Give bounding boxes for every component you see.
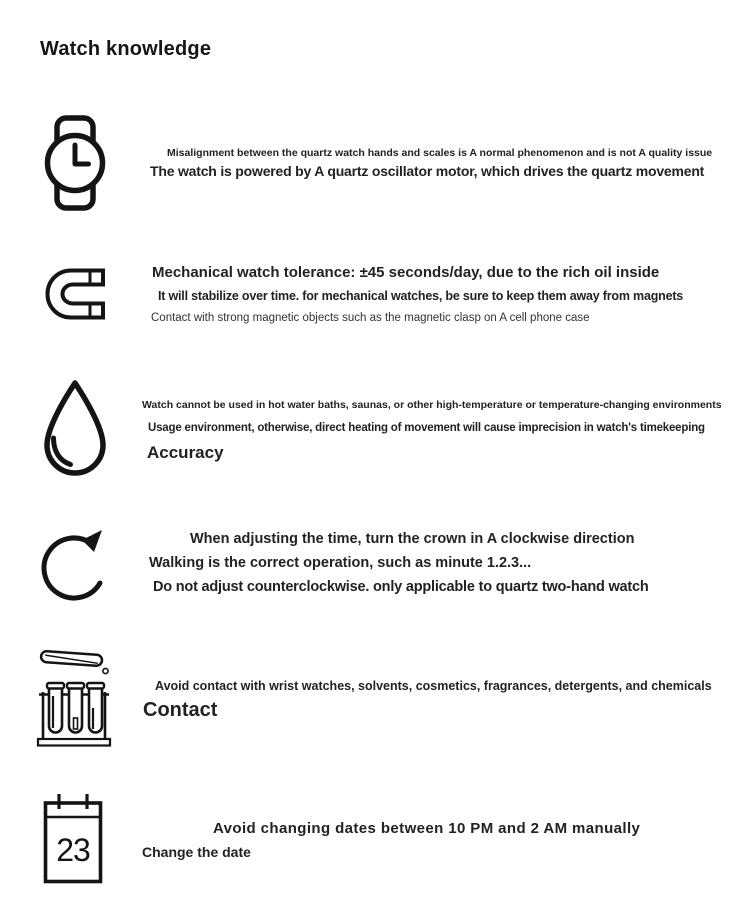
magnet-icon (44, 267, 106, 323)
section-contact-headline: Contact (143, 699, 218, 721)
section-date-text: Change the date (142, 844, 251, 860)
section-magnet-headline: Mechanical watch tolerance: ±45 seconds/day, due to the rich oil inside (152, 264, 660, 281)
section-crown-note: Do not adjust counterclockwise. only applicable to quartz two-hand watch (153, 579, 649, 595)
calendar-day-number: 23 (56, 832, 90, 868)
section-temperature-note: Watch cannot be used in hot water baths, saunas, or other high-temperature or temperature-changing environments (142, 399, 722, 411)
section-magnet-text: It will stabilize over time. for mechanical watches, be sure to keep them away from magnets (158, 289, 684, 303)
section-crown-headline: When adjusting the time, turn the crown in A clockwise direction (190, 531, 635, 547)
section-accuracy-headline: Accuracy (147, 443, 224, 462)
section-movement-text: The watch is powered by A quartz oscillator motor, which drives the quartz movement (150, 163, 705, 179)
section-chemicals-note: Avoid contact with wrist watches, solvents, cosmetics, fragrances, detergents, and chemicals (155, 679, 712, 693)
test-tubes-icon (36, 646, 112, 748)
clockwise-arrow-icon (38, 524, 110, 606)
section-crown-text: Walking is the correct operation, such as minute 1.2.3... (149, 555, 532, 571)
water-drop-icon (40, 378, 110, 479)
section-date-headline: Avoid changing dates between 10 PM and 2 AM manually (213, 820, 641, 837)
section-movement-note: Misalignment between the quartz watch hands and scales is A normal phenomenon and is not A quality issue (167, 147, 713, 159)
page-title: Watch knowledge (40, 38, 212, 60)
watch-icon (42, 114, 108, 212)
calendar-icon (42, 792, 104, 885)
section-magnet-note: Contact with strong magnetic objects such as the magnetic clasp on A cell phone case (151, 312, 590, 324)
section-temperature-text: Usage environment, otherwise, direct heating of movement will cause imprecision in watch's timekeeping (148, 422, 705, 434)
